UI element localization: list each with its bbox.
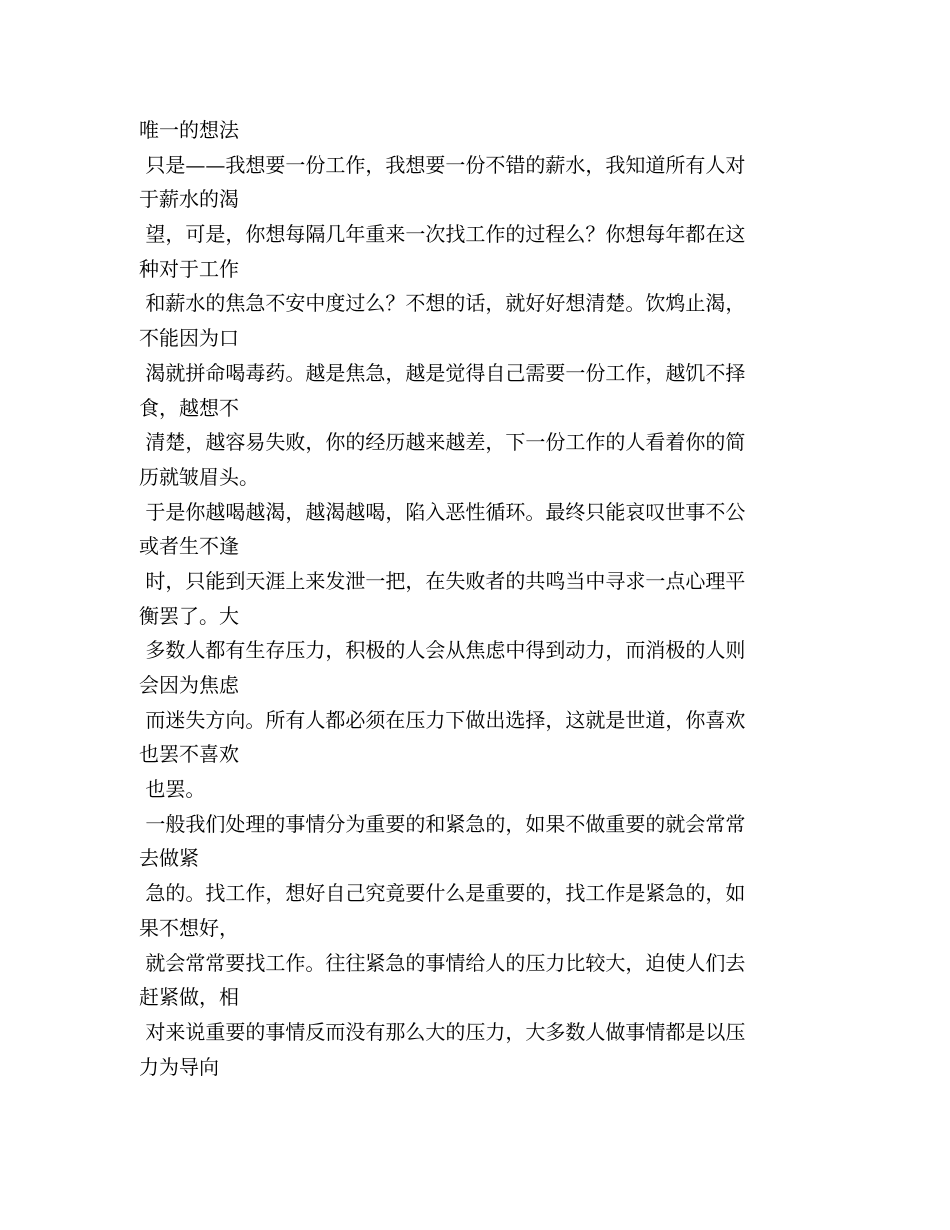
- text-line-18: 而迷失方向。所有人都必须在压力下做出选择，这就是世道，你喜欢: [139, 707, 746, 732]
- text-line-17: 会因为焦虑: [139, 673, 239, 697]
- text-line-2: 只是——我想要一份工作，我想要一份不错的薪水，我知道所有人对: [139, 152, 746, 177]
- text-line-15: 衡罢了。大: [139, 603, 239, 628]
- text-line-22: 去做紧: [139, 846, 199, 871]
- text-line-6: 和薪水的焦急不安中度过么？不想的话，就好好想清楚。饮鸩止渴，: [139, 291, 746, 316]
- text-line-9: 食，越想不: [139, 395, 239, 420]
- body-text: [139, 113, 819, 1084]
- text-line-10: 清楚，越容易失败，你的经历越来越差，下一份工作的人看着你的简: [139, 430, 746, 455]
- text-line-14: 时，只能到天涯上来发泄一把，在失败者的共鸣当中寻求一点心理平: [139, 568, 746, 593]
- text-line-27: 对来说重要的事情反而没有那么大的压力，大多数人做事情都是以压: [139, 1019, 746, 1044]
- text-line-19: 也罢不喜欢: [139, 742, 239, 767]
- text-line-4: 望，可是，你想每隔几年重来一次找工作的过程么？你想每年都在这: [139, 222, 746, 247]
- text-line-24: 果不想好，: [139, 915, 239, 940]
- text-line-11: 历就皱眉头。: [139, 464, 259, 489]
- text-line-1: 唯一的想法: [139, 118, 239, 142]
- text-line-21: 一般我们处理的事情分为重要的和紧急的，如果不做重要的就会常常: [139, 811, 746, 836]
- text-line-23: 急的。找工作，想好自己究竟要什么是重要的，找工作是紧急的，如: [139, 881, 746, 906]
- text-line-13: 或者生不逢: [139, 534, 239, 559]
- text-line-20: 也罢。: [139, 777, 206, 802]
- text-line-8: 渴就拼命喝毒药。越是焦急，越是觉得自己需要一份工作，越饥不择: [139, 360, 746, 385]
- text-line-16: 多数人都有生存压力，积极的人会从焦虑中得到动力，而消极的人则: [139, 638, 746, 663]
- text-line-12: 于是你越喝越渴，越渴越喝，陷入恶性循环。最终只能哀叹世事不公: [139, 499, 746, 524]
- text-line-28: 力为导向: [139, 1054, 219, 1079]
- text-line-5: 种对于工作: [139, 256, 239, 281]
- text-line-7: 不能因为口: [139, 326, 239, 351]
- text-line-25: 就会常常要找工作。往往紧急的事情给人的压力比较大，迫使人们去: [139, 950, 746, 975]
- text-line-3: 于薪水的渴: [139, 187, 239, 212]
- text-line-26: 赶紧做，相: [139, 985, 239, 1010]
